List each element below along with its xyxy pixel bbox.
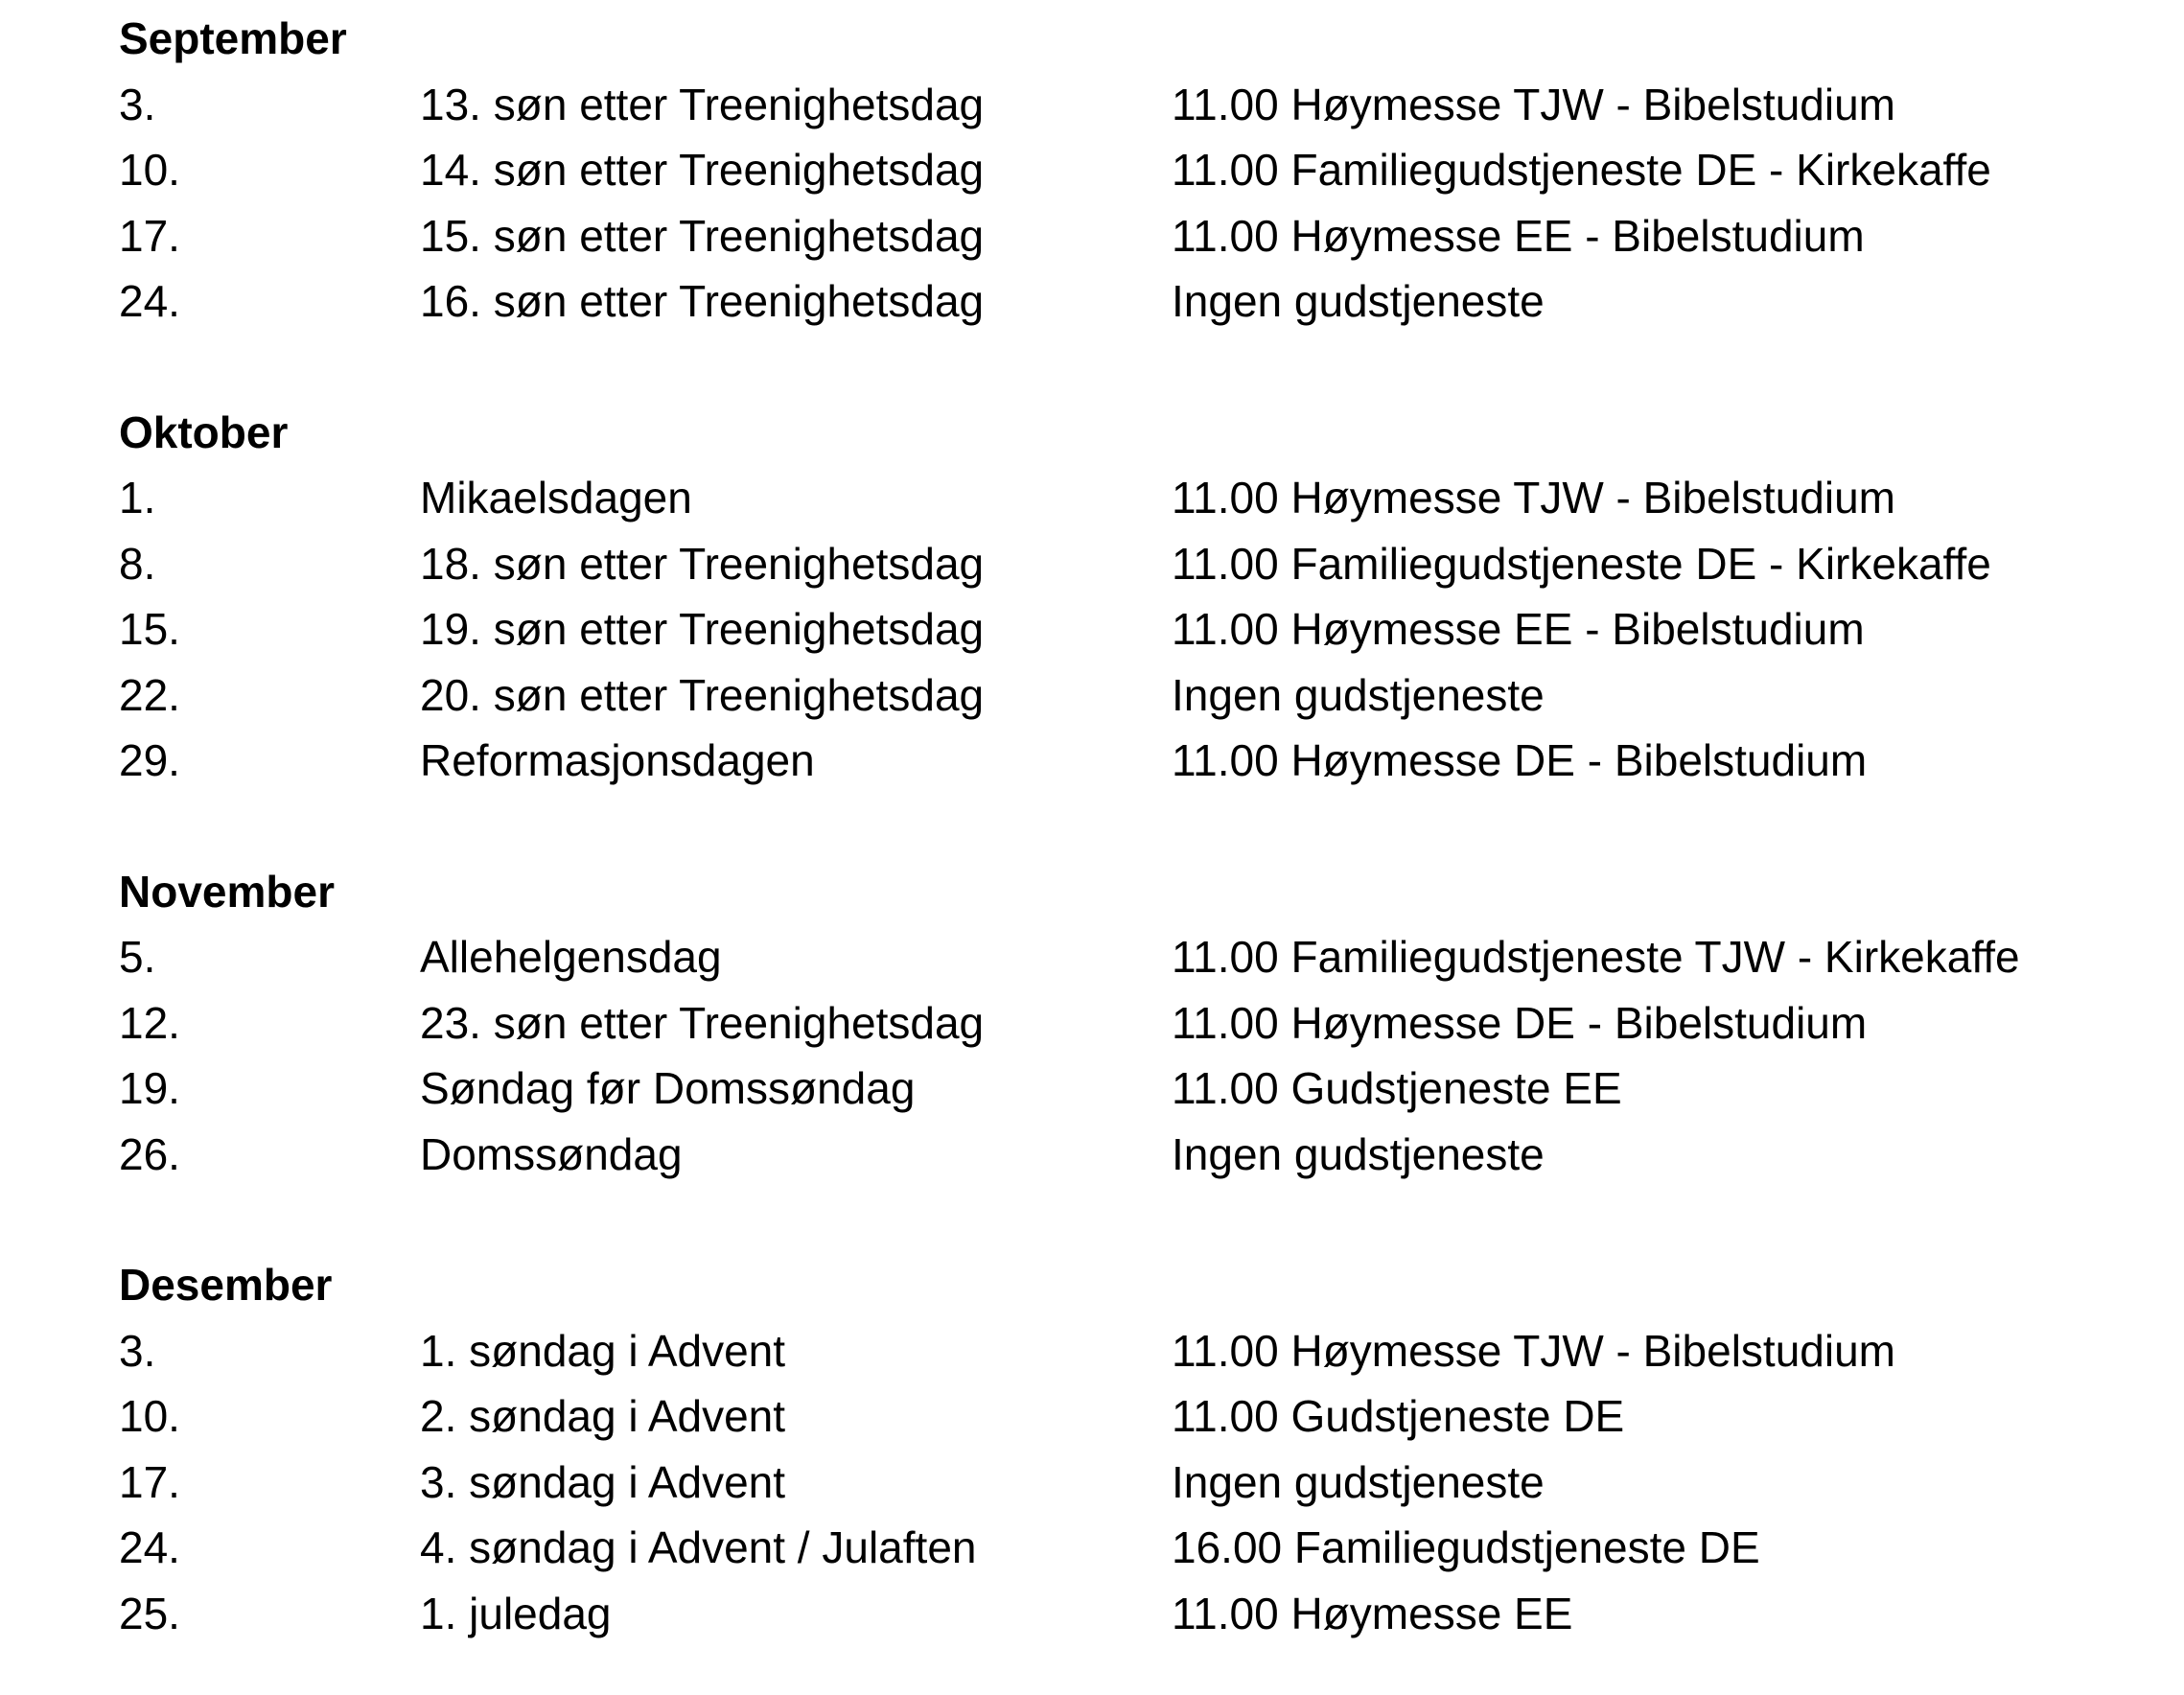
schedule-row (119, 1056, 2113, 1122)
row-liturgical-day: Mikaelsdagen (420, 473, 692, 522)
row-liturgical-day: 19. søn etter Treenighetsdag (420, 604, 985, 654)
row-liturgical-day: 1. søndag i Advent (420, 1325, 786, 1376)
row-service: Ingen gudstjeneste (1172, 1456, 1545, 1507)
schedule-row (119, 72, 2113, 138)
row-liturgical-day: Søndag før Domssøndag (420, 1063, 916, 1113)
row-service: 11.00 Gudstjeneste EE (1172, 1063, 1622, 1113)
schedule-row (119, 203, 2113, 269)
row-service: 11.00 Høymesse EE - Bibelstudium (1172, 210, 1865, 261)
month-title: November (119, 866, 335, 917)
service-schedule (119, 6, 2113, 1646)
schedule-row (119, 1450, 2113, 1516)
row-liturgical-day: Allehelgensdag (420, 932, 722, 982)
row-date: 19. (119, 1063, 180, 1113)
schedule-row (119, 662, 2113, 729)
month-november (119, 859, 2113, 1188)
row-date: 12. (119, 997, 180, 1048)
row-date: 8. (119, 538, 156, 589)
row-liturgical-day: 3. søndag i Advent (420, 1456, 786, 1507)
row-service: 11.00 Familiegudstjeneste TJW - Kirkekaffe (1172, 932, 2020, 982)
schedule-row (119, 596, 2113, 662)
row-date: 3. (119, 1325, 156, 1376)
row-service: 11.00 Høymesse TJW - Bibelstudium (1172, 473, 1895, 522)
schedule-row (119, 1318, 2113, 1384)
row-liturgical-day: 4. søndag i Advent / Julaften (420, 1522, 977, 1572)
row-date: 25. (119, 1588, 180, 1638)
row-service: 11.00 Høymesse DE - Bibelstudium (1172, 997, 1868, 1048)
schedule-row (119, 137, 2113, 203)
row-date: 17. (119, 210, 180, 261)
month-september (119, 6, 2113, 335)
schedule-row (119, 268, 2113, 335)
row-service: 11.00 Høymesse TJW - Bibelstudium (1172, 79, 1895, 129)
schedule-row (119, 1515, 2113, 1581)
schedule-row (119, 531, 2113, 597)
row-date: 1. (119, 473, 156, 522)
schedule-row (119, 1581, 2113, 1647)
row-service: Ingen gudstjeneste (1172, 276, 1545, 326)
row-liturgical-day: Reformasjonsdagen (420, 735, 815, 785)
row-liturgical-day: 15. søn etter Treenighetsdag (420, 210, 985, 261)
schedule-row (119, 990, 2113, 1056)
row-date: 22. (119, 669, 180, 720)
row-date: 10. (119, 1391, 180, 1441)
row-date: 26. (119, 1128, 180, 1179)
month-oktober (119, 400, 2113, 794)
row-date: 24. (119, 276, 180, 326)
row-service: Ingen gudstjeneste (1172, 669, 1545, 720)
row-liturgical-day: Domssøndag (420, 1128, 683, 1179)
row-liturgical-day: 23. søn etter Treenighetsdag (420, 997, 985, 1048)
row-liturgical-day: 18. søn etter Treenighetsdag (420, 538, 985, 589)
row-date: 24. (119, 1522, 180, 1572)
row-service: 11.00 Høymesse DE - Bibelstudium (1172, 735, 1868, 785)
row-service: 11.00 Familiegudstjeneste DE - Kirkekaffe (1172, 538, 1991, 589)
row-date: 10. (119, 145, 180, 195)
schedule-row (119, 1383, 2113, 1450)
row-liturgical-day: 20. søn etter Treenighetsdag (420, 669, 985, 720)
row-liturgical-day: 16. søn etter Treenighetsdag (420, 276, 985, 326)
month-desember (119, 1252, 2113, 1646)
row-service: 11.00 Høymesse EE (1172, 1588, 1573, 1638)
schedule-row (119, 465, 2113, 531)
row-liturgical-day: 14. søn etter Treenighetsdag (420, 145, 985, 195)
row-service: 11.00 Høymesse TJW - Bibelstudium (1172, 1325, 1895, 1376)
row-service: 11.00 Høymesse EE - Bibelstudium (1172, 604, 1865, 654)
row-liturgical-day: 2. søndag i Advent (420, 1391, 786, 1441)
row-date: 17. (119, 1456, 180, 1507)
row-service: 16.00 Familiegudstjeneste DE (1172, 1522, 1760, 1572)
month-title: Oktober (119, 406, 289, 457)
row-date: 3. (119, 79, 156, 129)
row-service: 11.00 Gudstjeneste DE (1172, 1391, 1625, 1441)
row-liturgical-day: 1. juledag (420, 1588, 612, 1638)
row-service: Ingen gudstjeneste (1172, 1128, 1545, 1179)
schedule-row (119, 1122, 2113, 1188)
month-title: September (119, 13, 347, 63)
row-liturgical-day: 13. søn etter Treenighetsdag (420, 79, 985, 129)
row-date: 29. (119, 735, 180, 785)
row-service: 11.00 Familiegudstjeneste DE - Kirkekaffe (1172, 145, 1991, 195)
schedule-row (119, 924, 2113, 990)
schedule-row (119, 728, 2113, 794)
row-date: 15. (119, 604, 180, 654)
row-date: 5. (119, 932, 156, 982)
month-title: Desember (119, 1260, 333, 1310)
